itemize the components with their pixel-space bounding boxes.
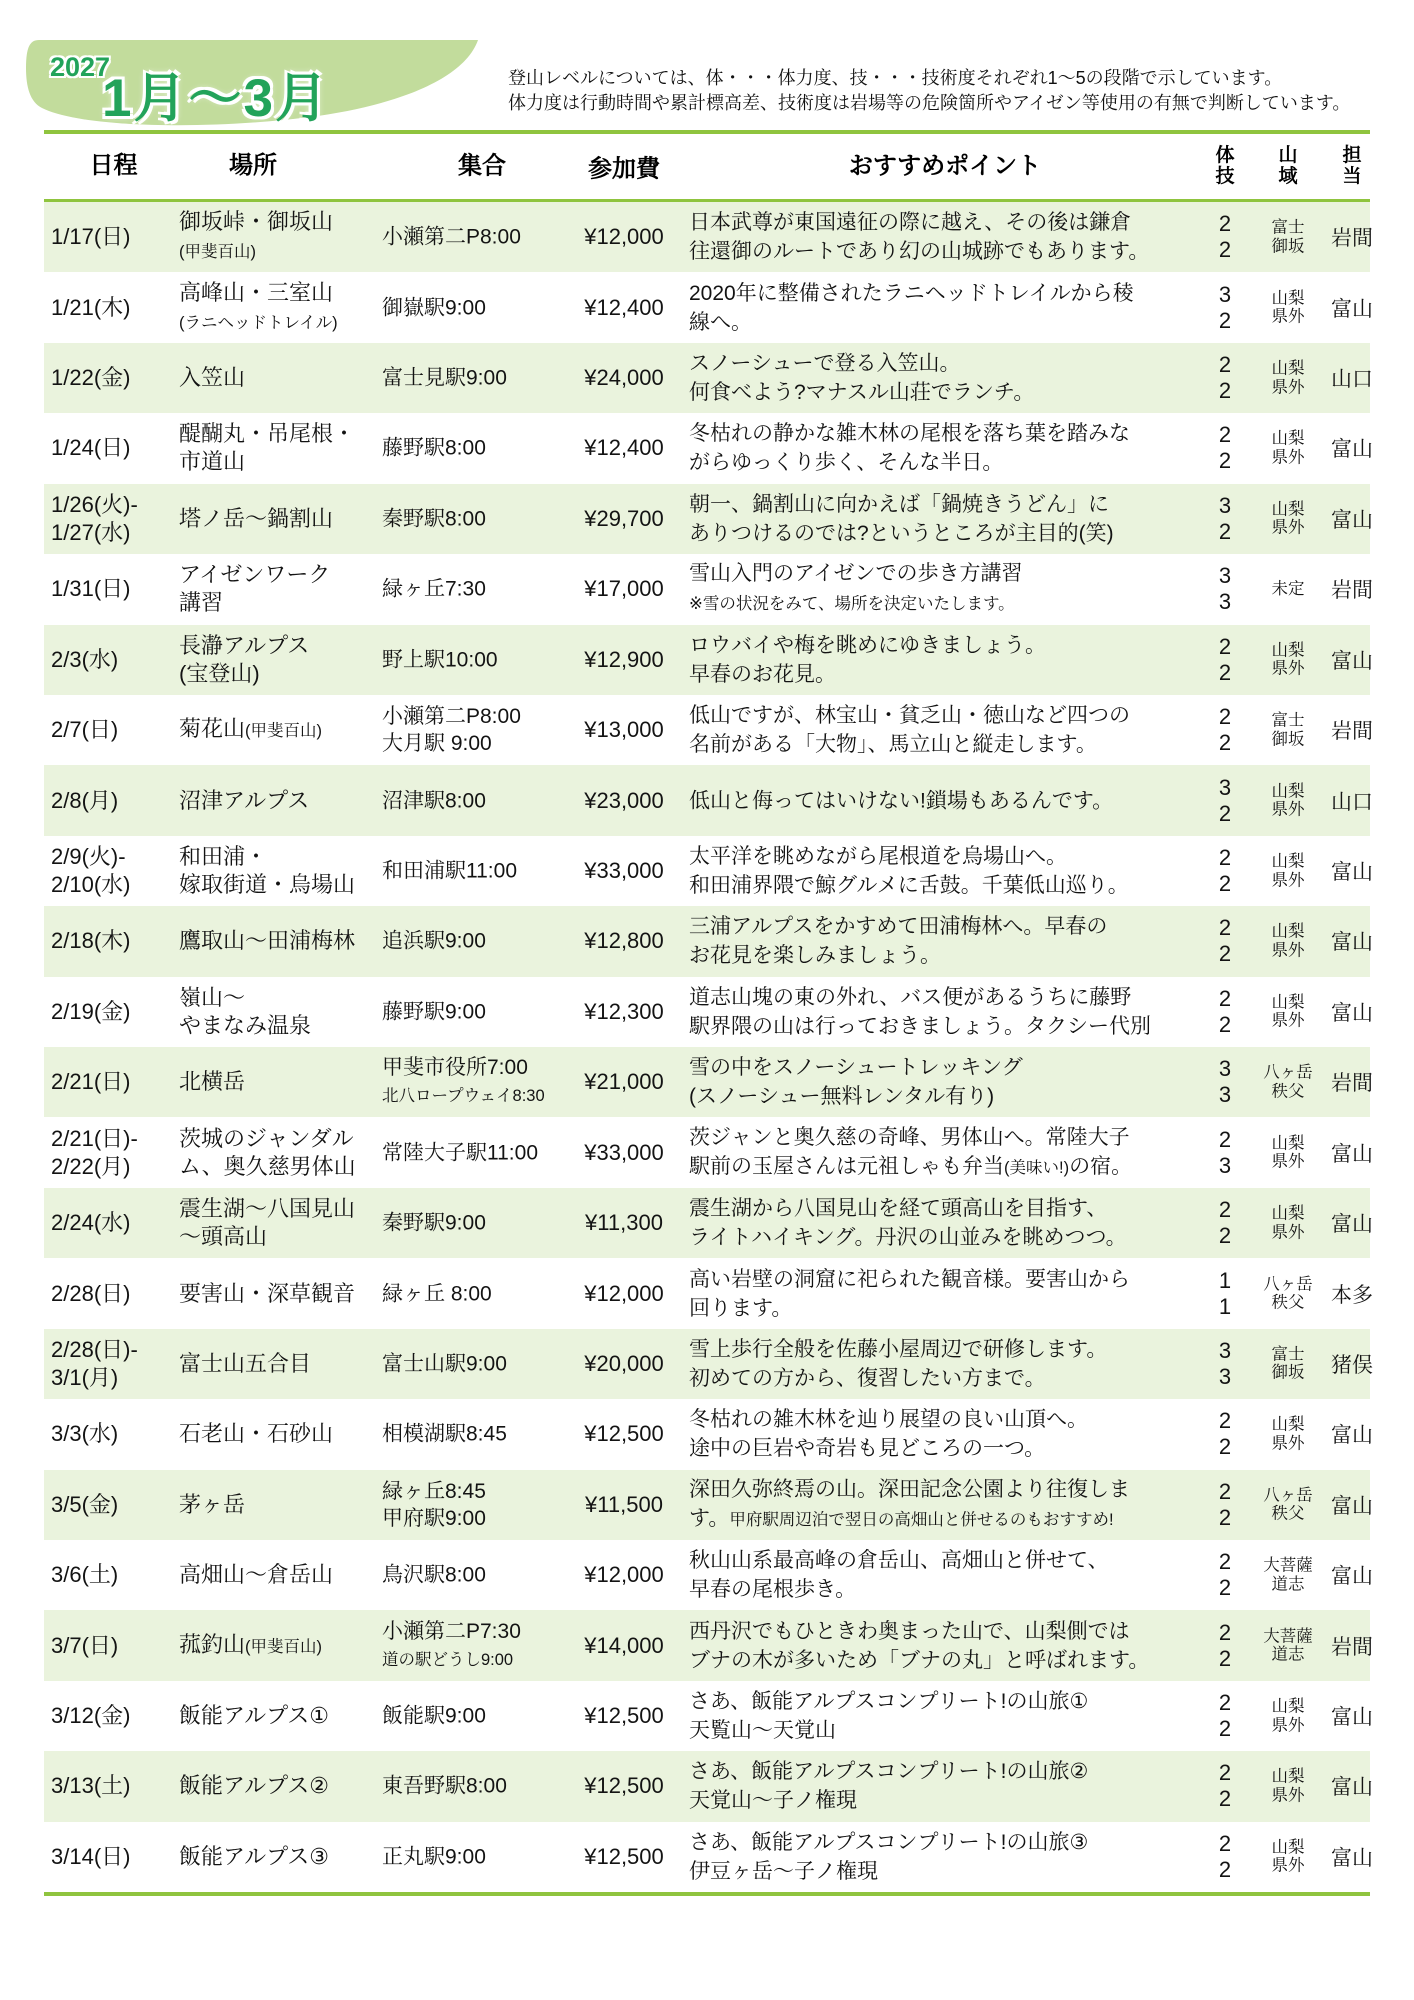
- col-header-area-line1: 山: [1278, 145, 1298, 166]
- meeting-cell: 追浜駅9:00: [382, 929, 486, 953]
- table-row: [44, 413, 1373, 483]
- points-cell: 茨ジャンと奥久慈の奇峰、男体山へ。常陸大子 駅前の玉屋さんは元祖しゃも弁当(美味い!)の宿。: [689, 1125, 1133, 1178]
- table-row: [44, 1117, 1373, 1187]
- col-header-points: おすすめポイント: [848, 152, 1042, 180]
- meeting-cell: 東吾野駅8:00: [382, 1774, 507, 1798]
- leader-cell: 岩間: [1331, 227, 1373, 251]
- fee-cell: ¥12,500: [584, 1703, 664, 1729]
- area-cell: 未定: [1271, 580, 1305, 599]
- fee-cell: ¥12,400: [584, 435, 664, 461]
- table-row: [44, 1399, 1373, 1469]
- level-cell: 3 2: [1218, 492, 1232, 544]
- note-line-1: 登山レベルについては、体・・・体力度、技・・・技術度それぞれ1〜5の段階で示しています。: [508, 68, 1283, 88]
- level-cell: 2 2: [1218, 1619, 1232, 1671]
- level-cell: 2 2: [1218, 985, 1232, 1037]
- table-row: [44, 1329, 1373, 1399]
- table-row: [44, 1540, 1373, 1610]
- fee-cell: ¥20,000: [584, 1350, 664, 1376]
- date-cell: 3/5(金): [51, 1491, 119, 1517]
- area-cell: 山梨 県外: [1271, 1134, 1305, 1171]
- leader-cell: 富山: [1331, 1565, 1373, 1589]
- place-cell: 北横岳: [179, 1069, 246, 1095]
- points-cell: 雪の中をスノーシュートレッキング (スノーシュー無料レンタル有り): [689, 1056, 1023, 1109]
- banner-period-title: 1月〜3月: [102, 69, 330, 128]
- date-cell: 2/9(火)- 2/10(水): [51, 844, 131, 897]
- leader-cell: 富山: [1331, 297, 1373, 321]
- meeting-cell: 富士見駅9:00: [382, 366, 507, 390]
- leader-cell: 富山: [1331, 1706, 1373, 1730]
- fee-cell: ¥24,000: [584, 365, 664, 391]
- meeting-cell: 鳥沢駅8:00: [382, 1563, 486, 1587]
- fee-cell: ¥12,000: [584, 224, 664, 250]
- fee-cell: ¥14,000: [584, 1632, 664, 1658]
- place-cell: 震生湖〜八国見山 〜頭高山: [179, 1196, 356, 1250]
- level-cell: 2 2: [1218, 845, 1232, 896]
- col-header-leader: [1322, 145, 1382, 187]
- area-cell: 富士 御坂: [1271, 218, 1305, 256]
- date-cell: 1/21(木): [51, 294, 131, 320]
- date-cell: 2/28(日): [51, 1280, 131, 1306]
- place-cell: 御坂峠・御坂山 (甲斐百山): [179, 209, 334, 262]
- points-cell: さあ、飯能アルプスコンプリート!の山旅② 天覚山〜子ノ権現: [689, 1760, 1089, 1813]
- fee-cell: ¥12,400: [584, 294, 664, 320]
- points-cell: 秋山山系最高峰の倉岳山、高畑山と併せて、 早春の尾根歩き。: [689, 1549, 1109, 1602]
- date-cell: 2/28(日)- 3/1(月): [51, 1336, 138, 1390]
- area-cell: 山梨 県外: [1271, 1838, 1305, 1875]
- leader-cell: 富山: [1331, 1001, 1373, 1025]
- level-cell: 2 2: [1218, 1549, 1232, 1601]
- leader-cell: 猪俣: [1331, 1353, 1373, 1377]
- fee-cell: ¥12,900: [584, 646, 664, 672]
- col-header-leader-line1: 担: [1342, 145, 1362, 166]
- leader-cell: 本多: [1331, 1283, 1373, 1307]
- col-header-area: [1254, 145, 1322, 187]
- table-bottom-divider: [44, 1892, 1370, 1896]
- points-cell: 低山ですが、林宝山・貧乏山・徳山など四つの 名前がある「大物」、馬立山と縦走します。: [689, 704, 1130, 757]
- level-cell: 2 2: [1218, 1197, 1232, 1249]
- place-cell: 高峰山・三室山 (ラニヘッドトレイル): [179, 279, 338, 332]
- col-header-meeting: 集合: [458, 152, 506, 180]
- table-row: [44, 695, 1373, 765]
- place-cell: 茅ヶ岳: [179, 1491, 246, 1517]
- area-cell: 山梨 県外: [1271, 359, 1305, 397]
- leader-cell: 岩間: [1331, 1635, 1373, 1659]
- place-cell: 茨城のジャンダル ム、奥久慈男体山: [179, 1125, 356, 1179]
- date-cell: 1/24(日): [51, 435, 131, 461]
- level-cell: 2 2: [1218, 1478, 1232, 1530]
- date-cell: 2/19(金): [51, 998, 131, 1024]
- place-cell: 飯能アルプス③: [179, 1843, 329, 1869]
- meeting-cell: 甲斐市役所7:00 北八ロープウェイ8:30: [382, 1056, 545, 1106]
- points-cell: 震生湖から八国見山を経て頭高山を目指す、 ライトハイキング。丹沢の山並みを眺めつつ。: [689, 1197, 1127, 1250]
- level-cell: 2 2: [1218, 1830, 1232, 1882]
- meeting-cell: 御嶽駅9:00: [382, 296, 486, 320]
- date-cell: 1/31(日): [51, 576, 131, 602]
- period-banner: [26, 40, 478, 128]
- meeting-cell: 沼津駅8:00: [382, 789, 486, 813]
- date-cell: 2/7(日): [51, 717, 119, 743]
- level-cell: 2 2: [1218, 211, 1232, 263]
- points-cell: 道志山塊の東の外れ、バス便があるうちに藤野 駅界隈の山は行っておきましょう。タクシー代別: [689, 985, 1151, 1038]
- points-cell: スノーシューで登る入笠山。 何食べよう?マナスル山荘でランチ。: [689, 352, 1035, 405]
- table-row: [44, 343, 1373, 413]
- place-cell: 醍醐丸・吊尾根・ 市道山: [179, 421, 356, 475]
- place-cell: 塔ノ岳〜鍋割山: [179, 505, 334, 531]
- date-cell: 3/13(土): [51, 1773, 131, 1799]
- meeting-cell: 緑ヶ丘 8:00: [382, 1282, 492, 1306]
- place-cell: 嶺山〜 やまなみ温泉: [179, 984, 312, 1038]
- level-cell: 3 2: [1218, 281, 1232, 333]
- meeting-cell: 常陸大子駅11:00: [382, 1141, 538, 1165]
- level-cell: 2 2: [1218, 633, 1232, 685]
- points-cell: 朝一、鍋割山に向かえば「鍋焼きうどん」に ありつけるのでは?というところが主目的(笑): [689, 492, 1114, 545]
- table-row: [44, 1258, 1373, 1328]
- table-row: [44, 1681, 1373, 1751]
- points-cell: 低山と侮ってはいけない!鎖場もあるんです。: [689, 789, 1114, 813]
- points-cell: 太平洋を眺めながら尾根道を烏場山へ。 和田浦界隈で鯨グルメに舌鼓。千葉低山巡り。: [689, 845, 1129, 897]
- table-row: [44, 484, 1373, 554]
- date-cell: 1/17(日): [51, 224, 131, 250]
- place-cell: 飯能アルプス①: [179, 1703, 329, 1729]
- area-cell: 山梨 県外: [1271, 289, 1305, 326]
- schedule-table: [0, 202, 1414, 1892]
- date-cell: 2/8(月): [51, 787, 119, 813]
- place-cell: 沼津アルプス: [179, 787, 310, 813]
- col-header-leader-line2: 当: [1342, 166, 1362, 187]
- leader-cell: 山口: [1331, 368, 1373, 392]
- level-cell: 2 2: [1218, 704, 1232, 756]
- table-row: [44, 1470, 1373, 1540]
- fee-cell: ¥33,000: [584, 1139, 664, 1165]
- fee-cell: ¥11,300: [585, 1210, 663, 1236]
- date-cell: 2/18(木): [51, 928, 131, 954]
- leader-cell: 富山: [1331, 1494, 1373, 1518]
- leader-cell: 富山: [1331, 1846, 1373, 1870]
- table-row: [44, 1188, 1373, 1258]
- leader-cell: 富山: [1331, 1142, 1373, 1166]
- leader-cell: 富山: [1331, 508, 1373, 532]
- fee-cell: ¥12,500: [584, 1843, 664, 1869]
- area-cell: 富士 御坂: [1271, 711, 1305, 749]
- fee-cell: ¥12,000: [584, 1280, 664, 1306]
- meeting-cell: 富士山駅9:00: [382, 1352, 507, 1376]
- meeting-cell: 藤野駅9:00: [382, 1000, 486, 1024]
- place-cell: 石老山・石砂山: [179, 1421, 334, 1447]
- points-cell: 冬枯れの静かな雑木林の尾根を落ち葉を踏みな がらゆっくり歩く、そんな半日。: [689, 422, 1130, 475]
- area-cell: 山梨 県外: [1271, 1204, 1305, 1242]
- place-cell: 和田浦・ 嫁取街道・烏場山: [179, 844, 356, 897]
- points-cell: さあ、飯能アルプスコンプリート!の山旅③ 伊豆ヶ岳〜子ノ権現: [689, 1830, 1089, 1883]
- level-cell: 1 1: [1218, 1267, 1232, 1319]
- points-cell: 2020年に整備されたラニヘッドトレイルから稜 線へ。: [689, 281, 1134, 334]
- meeting-cell: 緑ヶ丘8:45 甲府駅9:00: [382, 1479, 486, 1530]
- level-cell: 2 3: [1218, 1126, 1232, 1178]
- table-row: [44, 1751, 1373, 1821]
- table-row: [44, 1822, 1373, 1892]
- area-cell: 山梨 県外: [1271, 1697, 1305, 1735]
- place-cell: 鷹取山〜田浦梅林: [179, 928, 356, 954]
- date-cell: 1/26(火)- 1/27(水): [51, 491, 138, 545]
- place-cell: 要害山・深草観音: [179, 1280, 356, 1306]
- fee-cell: ¥12,500: [584, 1421, 664, 1447]
- points-cell: 日本武尊が東国遠征の際に越え、その後は鎌倉 往還御のルートであり幻の山城跡でもあります。: [689, 211, 1150, 264]
- points-cell: さあ、飯能アルプスコンプリート!の山旅① 天覧山〜天覚山: [689, 1690, 1089, 1743]
- place-cell: 菰釣山(甲斐百山): [179, 1631, 323, 1657]
- meeting-cell: 野上駅10:00: [382, 648, 498, 672]
- leader-cell: 富山: [1331, 1213, 1373, 1237]
- place-cell: 入笠山: [179, 365, 246, 391]
- date-cell: 2/3(水): [51, 646, 119, 672]
- date-cell: 2/21(日): [51, 1069, 131, 1095]
- level-cell: 3 2: [1218, 774, 1232, 826]
- area-cell: 山梨 県外: [1271, 1415, 1305, 1453]
- fee-cell: ¥12,800: [584, 928, 664, 954]
- area-cell: 山梨 県外: [1271, 641, 1305, 678]
- leader-cell: 富山: [1331, 649, 1373, 673]
- fee-cell: ¥33,000: [584, 858, 664, 883]
- area-cell: 山梨 県外: [1271, 500, 1305, 537]
- level-cell: 3 3: [1218, 563, 1232, 615]
- area-cell: 山梨 県外: [1271, 993, 1305, 1030]
- col-header-level-line1: 体: [1215, 145, 1235, 166]
- table-row: [44, 977, 1373, 1047]
- level-cell: 2 2: [1218, 1760, 1232, 1812]
- fee-cell: ¥13,000: [584, 717, 664, 743]
- place-cell: 菊花山(甲斐百山): [179, 716, 323, 742]
- meeting-cell: 秦野駅8:00: [382, 507, 486, 531]
- level-cell: 2 2: [1218, 915, 1232, 967]
- table-row: [44, 625, 1373, 695]
- leader-cell: 富山: [1331, 438, 1373, 462]
- area-cell: 山梨 県外: [1271, 852, 1305, 889]
- area-cell: 山梨 県外: [1271, 782, 1305, 819]
- leader-cell: 富山: [1331, 1776, 1373, 1800]
- level-cell: 2 2: [1218, 422, 1232, 474]
- meeting-cell: 和田浦駅11:00: [382, 859, 517, 883]
- fee-cell: ¥12,500: [584, 1773, 664, 1799]
- col-header-level-line2: 技: [1215, 166, 1235, 187]
- table-row: [44, 554, 1373, 624]
- table-row: [44, 906, 1373, 976]
- table-row: [44, 1610, 1373, 1680]
- date-cell: 3/3(水): [51, 1421, 119, 1447]
- level-cell: 2 2: [1218, 1408, 1232, 1460]
- leader-cell: 岩間: [1331, 579, 1373, 603]
- meeting-cell: 藤野駅8:00: [382, 436, 486, 460]
- meeting-cell: 相模湖駅8:45: [382, 1422, 507, 1446]
- area-cell: 八ヶ岳 秩父: [1263, 1275, 1313, 1312]
- leader-cell: 富山: [1331, 931, 1373, 955]
- place-cell: 富士山五合目: [179, 1350, 312, 1376]
- points-cell: 西丹沢でもひときわ奥まった山で、山梨側では ブナの木が多いため「ブナの丸」と呼ばれます。: [689, 1619, 1150, 1672]
- note-line-2: 体力度は行動時間や累計標高差、技術度は岩場等の危険箇所やアイゼン等使用の有無で判断しています。: [508, 93, 1351, 113]
- meeting-cell: 飯能駅9:00: [382, 1704, 486, 1728]
- area-cell: 大菩薩 道志: [1263, 1627, 1313, 1664]
- meeting-cell: 小瀬第二P8:00: [382, 225, 521, 249]
- table-header: [44, 133, 1370, 199]
- date-cell: 3/6(土): [51, 1562, 119, 1588]
- place-cell: 長瀞アルプス (宝登山): [179, 632, 310, 686]
- fee-cell: ¥23,000: [584, 787, 664, 813]
- level-cell: 3 3: [1218, 1337, 1232, 1389]
- points-cell: 冬枯れの雑木林を辿り展望の良い山頂へ。 途中の巨岩や奇岩も見どころの一つ。: [689, 1408, 1088, 1461]
- level-cell: 2 2: [1218, 1690, 1232, 1742]
- col-header-place: 場所: [229, 152, 277, 179]
- area-cell: 富士 御坂: [1271, 1345, 1305, 1382]
- table-row: [44, 202, 1373, 272]
- points-cell: 雪上歩行全般を佐藤小屋周辺で研修します。 初めての方から、復習したい方まで。: [689, 1337, 1108, 1390]
- place-cell: 高畑山〜倉岳山: [179, 1562, 334, 1588]
- area-cell: 山梨 県外: [1271, 922, 1305, 960]
- level-explanation-note: [508, 66, 1350, 116]
- leader-cell: 山口: [1331, 790, 1373, 814]
- points-cell: 高い岩壁の洞窟に祀られた観音様。要害山から 回ります。: [689, 1267, 1130, 1320]
- level-cell: 3 3: [1218, 1056, 1232, 1108]
- date-cell: 2/24(水): [51, 1210, 131, 1236]
- table-row: [44, 765, 1373, 835]
- date-cell: 3/7(日): [51, 1632, 119, 1658]
- points-cell: ロウバイや梅を眺めにゆきましょう。 早春のお花見。: [689, 633, 1046, 686]
- col-header-fee: 参加費: [588, 155, 660, 183]
- date-cell: 1/22(金): [51, 365, 131, 391]
- points-cell: 雪山入門のアイゼンでの歩き方講習 ※雪の状況をみて、場所を決定いたします。: [689, 562, 1023, 614]
- meeting-cell: 小瀬第二P7:30 道の駅どうし9:00: [382, 1619, 521, 1669]
- points-cell: 三浦アルプスをかすめて田浦梅林へ。早春の お花見を楽しみましょう。: [689, 915, 1108, 968]
- date-cell: 2/21(日)- 2/22(月): [51, 1125, 138, 1179]
- meeting-cell: 緑ヶ丘7:30: [382, 577, 486, 601]
- fee-cell: ¥21,000: [584, 1069, 664, 1095]
- area-cell: 山梨 県外: [1271, 429, 1305, 467]
- place-cell: 飯能アルプス②: [179, 1773, 329, 1799]
- fee-cell: ¥29,700: [584, 505, 664, 531]
- area-cell: 八ヶ岳 秩父: [1263, 1063, 1313, 1101]
- col-header-date: 日程: [89, 152, 138, 179]
- col-header-area-line2: 域: [1278, 166, 1298, 187]
- table-row: [44, 272, 1373, 342]
- area-cell: 山梨 県外: [1271, 1767, 1305, 1805]
- meeting-cell: 秦野駅9:00: [382, 1211, 486, 1235]
- leader-cell: 岩間: [1331, 720, 1373, 744]
- fee-cell: ¥12,000: [584, 1562, 664, 1588]
- table-row: [44, 1047, 1373, 1117]
- place-cell: アイゼンワーク 講習: [179, 562, 331, 616]
- fee-cell: ¥12,300: [584, 998, 664, 1024]
- col-header-level: [1196, 145, 1254, 187]
- meeting-cell: 正丸駅9:00: [382, 1845, 486, 1869]
- meeting-cell: 小瀬第二P8:00 大月駅 9:00: [382, 705, 521, 756]
- leader-cell: 岩間: [1331, 1072, 1373, 1096]
- table-row: [44, 836, 1373, 906]
- fee-cell: ¥11,500: [585, 1491, 663, 1517]
- area-cell: 八ヶ岳 秩父: [1263, 1486, 1313, 1523]
- date-cell: 3/12(金): [51, 1703, 131, 1729]
- date-cell: 3/14(日): [51, 1843, 131, 1869]
- points-cell: 深田久弥終焉の山。深田記念公園より往復しま す。甲府駅周辺泊で翌日の高畑山と併せるのもおすすめ!: [689, 1477, 1130, 1530]
- leader-cell: 富山: [1331, 1424, 1373, 1448]
- level-cell: 2 2: [1218, 352, 1232, 404]
- fee-cell: ¥17,000: [584, 576, 664, 602]
- leader-cell: 富山: [1331, 861, 1373, 884]
- area-cell: 大菩薩 道志: [1263, 1556, 1313, 1594]
- banner-year: 2027: [50, 52, 111, 82]
